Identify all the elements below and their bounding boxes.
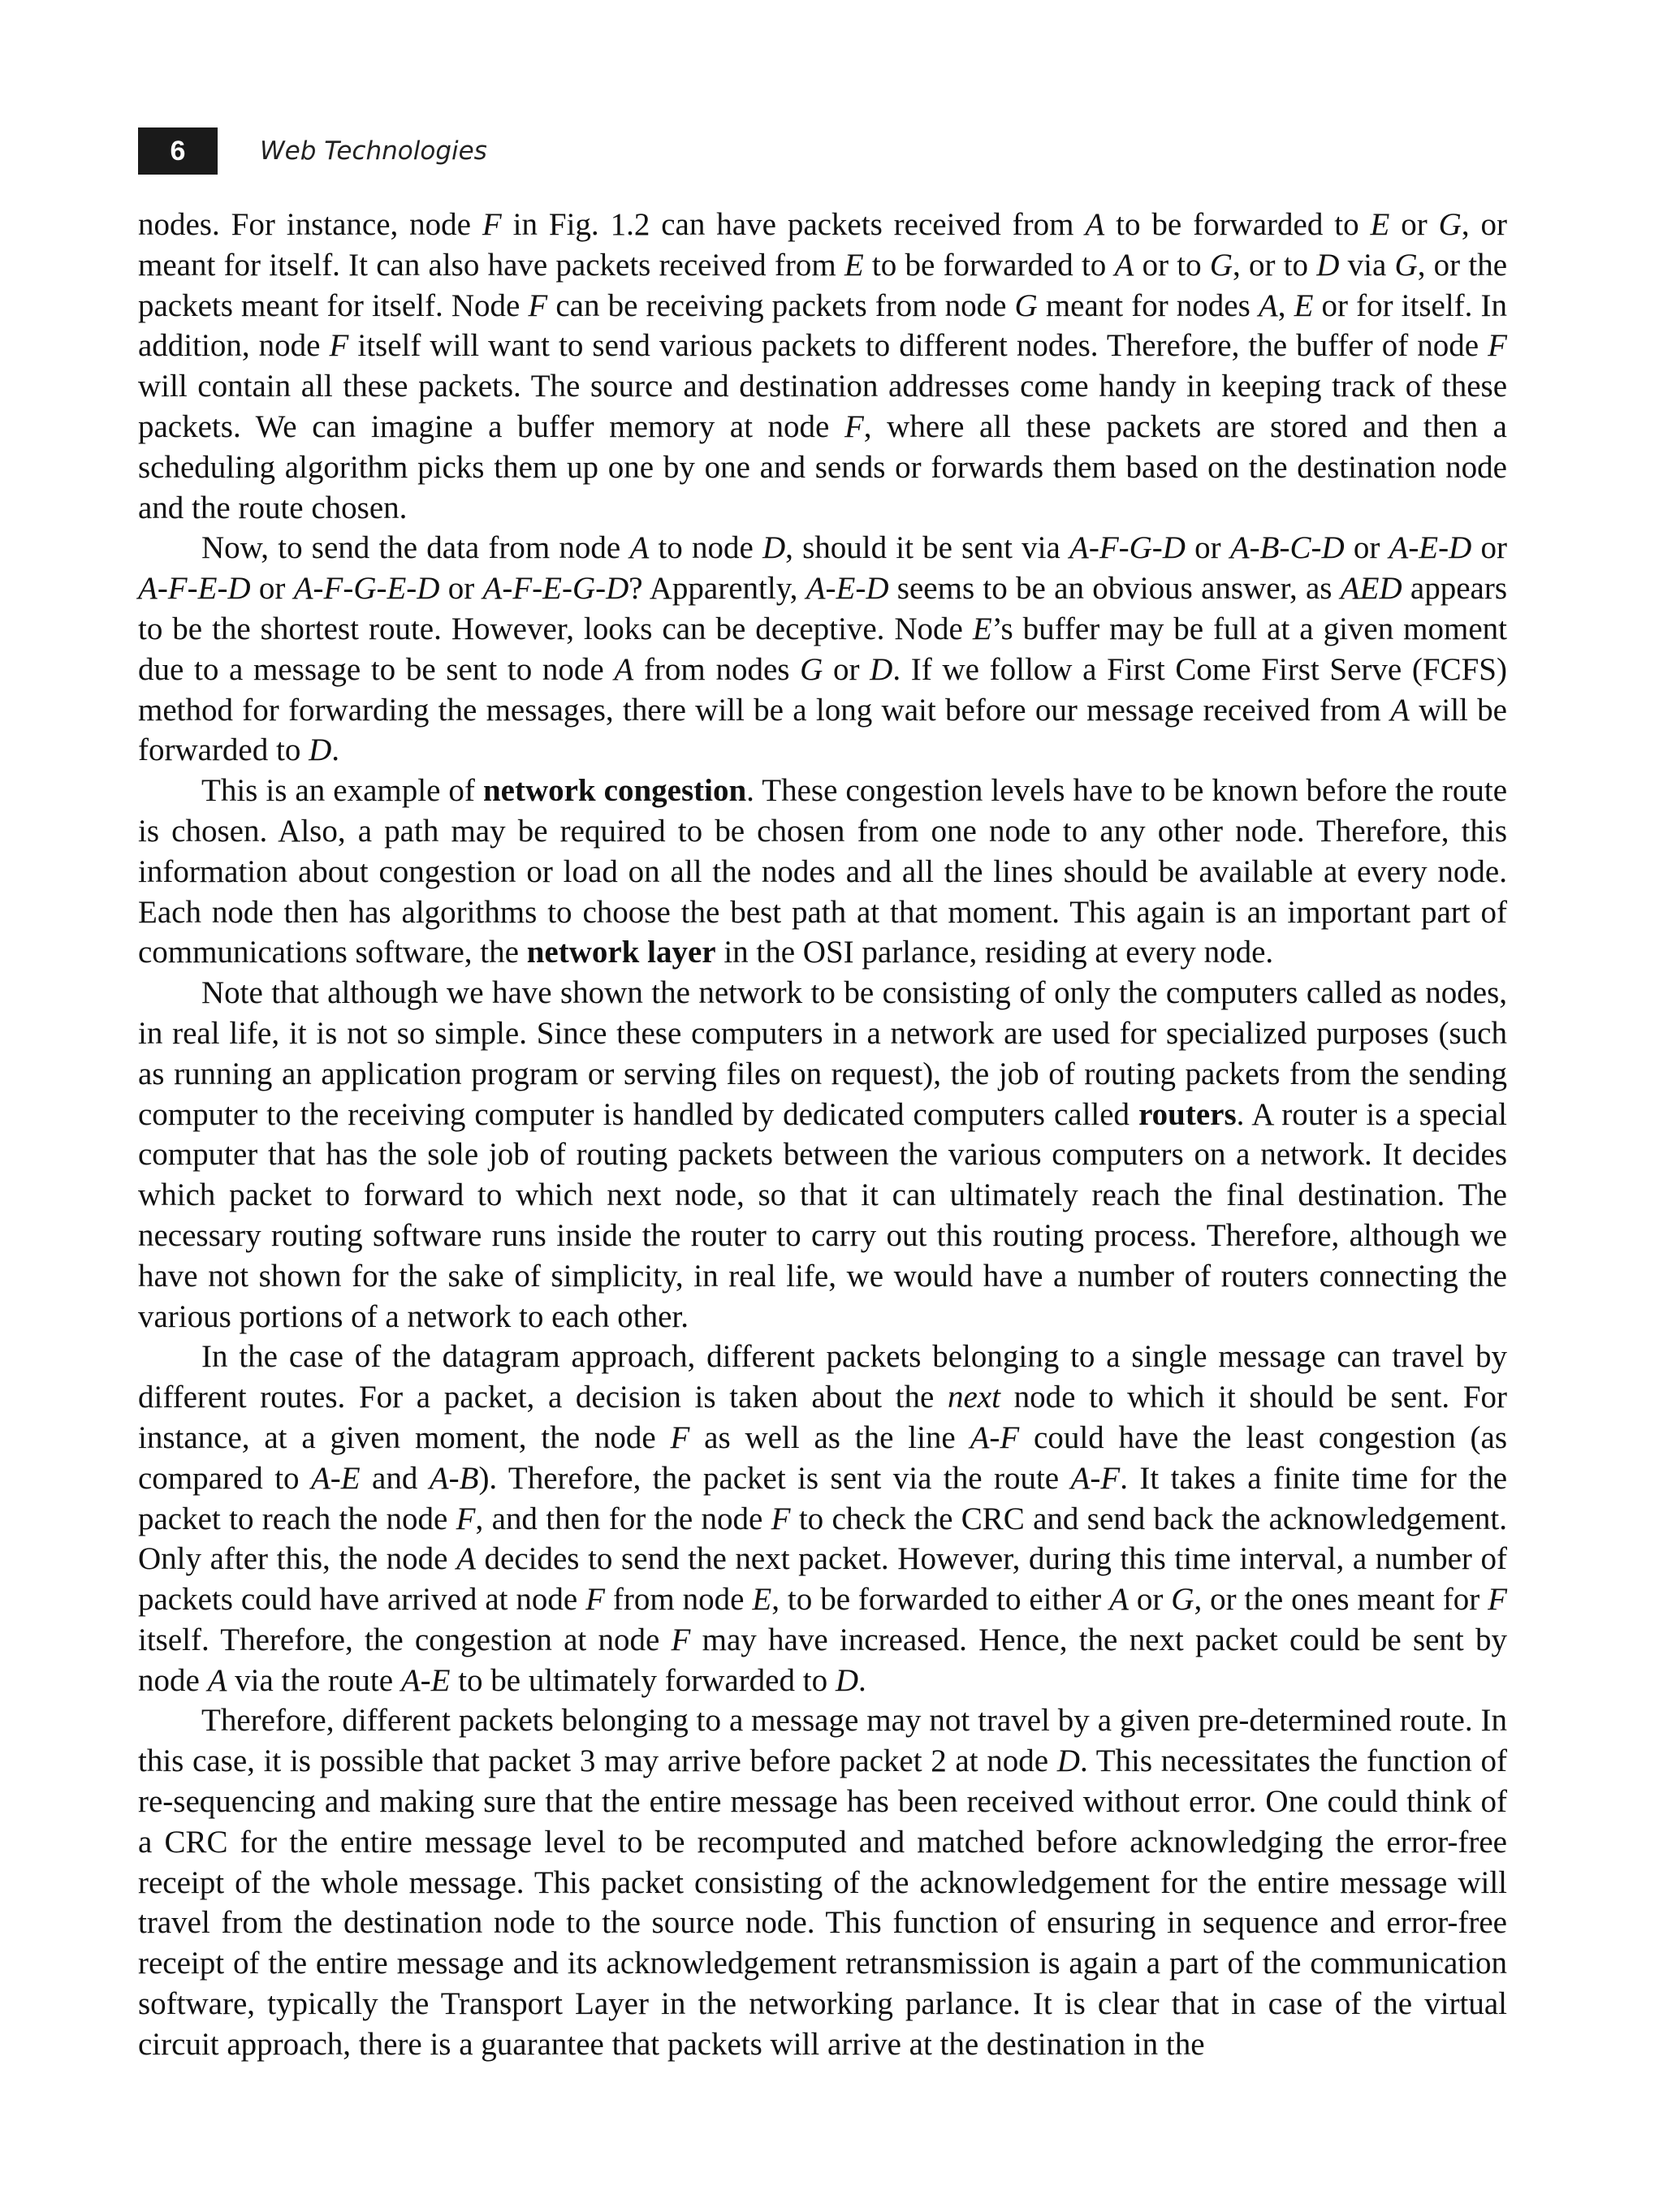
italic-term: F	[670, 1419, 690, 1455]
italic-term: A-B-C-D	[1229, 530, 1345, 566]
italic-term: F	[771, 1501, 791, 1536]
italic-term: A-F-G-E-D	[293, 571, 440, 607]
italic-term: E	[844, 247, 864, 283]
body-text	[138, 205, 1507, 2065]
italic-term: A-F-G-D	[1069, 530, 1186, 566]
paragraph-1: nodes. For instance, node F in Fig. 1.2 can have packets received from A to be forwarded to E or G, or meant for itself. It can also have packets received from E to be forwarded to A or to G, or to D via G, or the packets meant for itself. Node F can be receiving packets from node G meant for nodes A, E or for itself. In addition, node F itself will want to send various packets to different nodes. Therefore, the buffer of node F will contain all these packets. The source and destination addresses come handy in keeping track of these packets. We can imagine a buffer memory at node F, where all these packets are stored and then a scheduling algorithm picks them up one by one and sends or forwards them based on the destination node and the route chosen.	[138, 207, 1508, 525]
italic-term: D	[870, 651, 893, 687]
italic-term: A	[456, 1541, 476, 1577]
italic-term: A-E	[310, 1460, 361, 1496]
bold-term: network congestion	[482, 773, 747, 809]
paragraph-3: This is an example of network congestion. These congestion levels have to be known before the route is chosen. Also, a path may be required to be chosen from one node to any other node. Therefore, this information about congestion or load on all the nodes and all the lines should be available at every node. Each node then has algorithms to choose the best path at that moment. This again is an important part of communications software, the network layer in the OSI parlance, residing at every node.	[138, 773, 1508, 970]
italic-term: D	[1316, 247, 1340, 283]
italic-term: D	[1056, 1743, 1080, 1779]
italic-term: A-F	[1070, 1460, 1121, 1496]
italic-term: F	[528, 287, 548, 323]
italic-term: A-F-E-G-D	[482, 571, 629, 607]
italic-term: A	[1109, 1582, 1129, 1618]
italic-term: D	[309, 732, 332, 768]
italic-term: A-F-E-D	[138, 571, 251, 607]
italic-term: F	[329, 328, 349, 364]
page-header	[138, 127, 487, 175]
italic-term: A	[1390, 692, 1410, 728]
italic-term: F	[1488, 328, 1507, 364]
italic-term: A-E	[400, 1662, 451, 1698]
italic-term: A	[1258, 287, 1278, 323]
italic-term: A-B	[429, 1460, 479, 1496]
italic-term: F	[671, 1622, 691, 1657]
italic-term: A-E-D	[806, 571, 889, 607]
paragraph-4: Note that although we have shown the network to be consisting of only the computers called as nodes, in real life, it is not so simple. Since these computers in a network are used for specialized purposes (such as running an application program or serving files on request), the job of routing packets from the sending computer to the receiving computer is handled by dedicated computers called routers. A router is a special computer that has the sole job of routing packets between the various computers on a network. It decides which packet to forward to which next node, so that it can ultimately reach the final destination. The necessary routing software runs inside the router to carry out this routing process. Therefore, although we have not shown for the sake of simplicity, in real life, we would have a number of routers connecting the various portions of a network to each other.	[138, 975, 1507, 1334]
page-number: 6	[138, 127, 218, 175]
italic-term: A	[207, 1662, 227, 1698]
italic-term: F	[482, 207, 502, 242]
italic-term: AED	[1340, 571, 1402, 607]
italic-term: D	[835, 1662, 859, 1698]
italic-term: next	[948, 1380, 1000, 1415]
paragraph-6: Therefore, different packets belonging to a message may not travel by a given pre-determined route. In this case, it is possible that packet 3 may arrive before packet 2 at node D. This necessitates the function of re-sequencing and making sure that the entire message has been received without error. One could think of a CRC for the entire message level to be recomputed and matched before acknowledging the error-free receipt of the whole message. This packet consisting of the acknowledgement for the entire message will travel from the destination node to the source node. This function of ensuring in sequence and error-free receipt of the entire message and its acknowledgement retransmission is again a part of the communication software, typically the Transport Layer in the networking parlance. It is clear that in case of the virtual circuit approach, there is a guarantee that packets will arrive at the destination in the	[138, 1703, 1507, 2062]
italic-term: A	[1114, 247, 1134, 283]
paragraph-5: In the case of the datagram approach, different packets belonging to a single message can travel by different routes. For a packet, a decision is taken about the next node to which it should be sent. For instance, at a given moment, the node F as well as the line A-F could have the least congestion (as compared to A-E and A-B). Therefore, the packet is sent via the route A-F. It takes a finite time for the packet to reach the node F, and then for the node F to check the CRC and send back the acknowledgement. Only after this, the node A decides to send the next packet. However, during this time interval, a number of packets could have arrived at node F from node E, to be forwarded to either A or G, or the ones meant for F itself. Therefore, the congestion at node F may have increased. Hence, the next packet could be sent by node A via the route A-E to be ultimately forwarded to D.	[138, 1339, 1508, 1698]
italic-term: F	[1488, 1582, 1507, 1618]
italic-term: F	[844, 408, 864, 444]
italic-term: A	[1085, 207, 1105, 242]
italic-term: F	[585, 1582, 605, 1618]
italic-term: E	[1370, 207, 1390, 242]
italic-term: D	[762, 530, 786, 566]
italic-term: A	[629, 530, 650, 566]
italic-term: F	[456, 1501, 476, 1536]
bold-term: network layer	[526, 935, 716, 970]
italic-term: G	[1438, 207, 1462, 242]
italic-term: G	[1394, 247, 1418, 283]
italic-term: G	[1209, 247, 1233, 283]
running-title: Web Technologies	[260, 136, 487, 166]
italic-term: E	[972, 611, 992, 646]
italic-term: A-E-D	[1389, 530, 1472, 566]
italic-term: G	[1171, 1582, 1194, 1618]
italic-term: A-F	[970, 1419, 1020, 1455]
italic-term: G	[800, 651, 823, 687]
italic-term: E	[752, 1582, 772, 1618]
bold-term: routers	[1138, 1096, 1237, 1132]
italic-term: A	[614, 651, 634, 687]
paragraph-2: Now, to send the data from node A to node D, should it be sent via A-F-G-D or A-B-C-D or A-E-D or A-F-E-D or A-F-G-E-D or A-F-E-G-D? Apparently, A-E-D seems to be an obvious answer, as AED appears to be the shortest route. However, looks can be deceptive. Node E’s buffer may be full at a given moment due to a message to be sent to node A from nodes G or D. If we follow a First Come First Serve (FCFS) method for forwarding the messages, there will be a long wait before our message received from A will be forwarded to D.	[138, 530, 1508, 768]
italic-term: E	[1294, 287, 1314, 323]
italic-term: G	[1014, 287, 1038, 323]
